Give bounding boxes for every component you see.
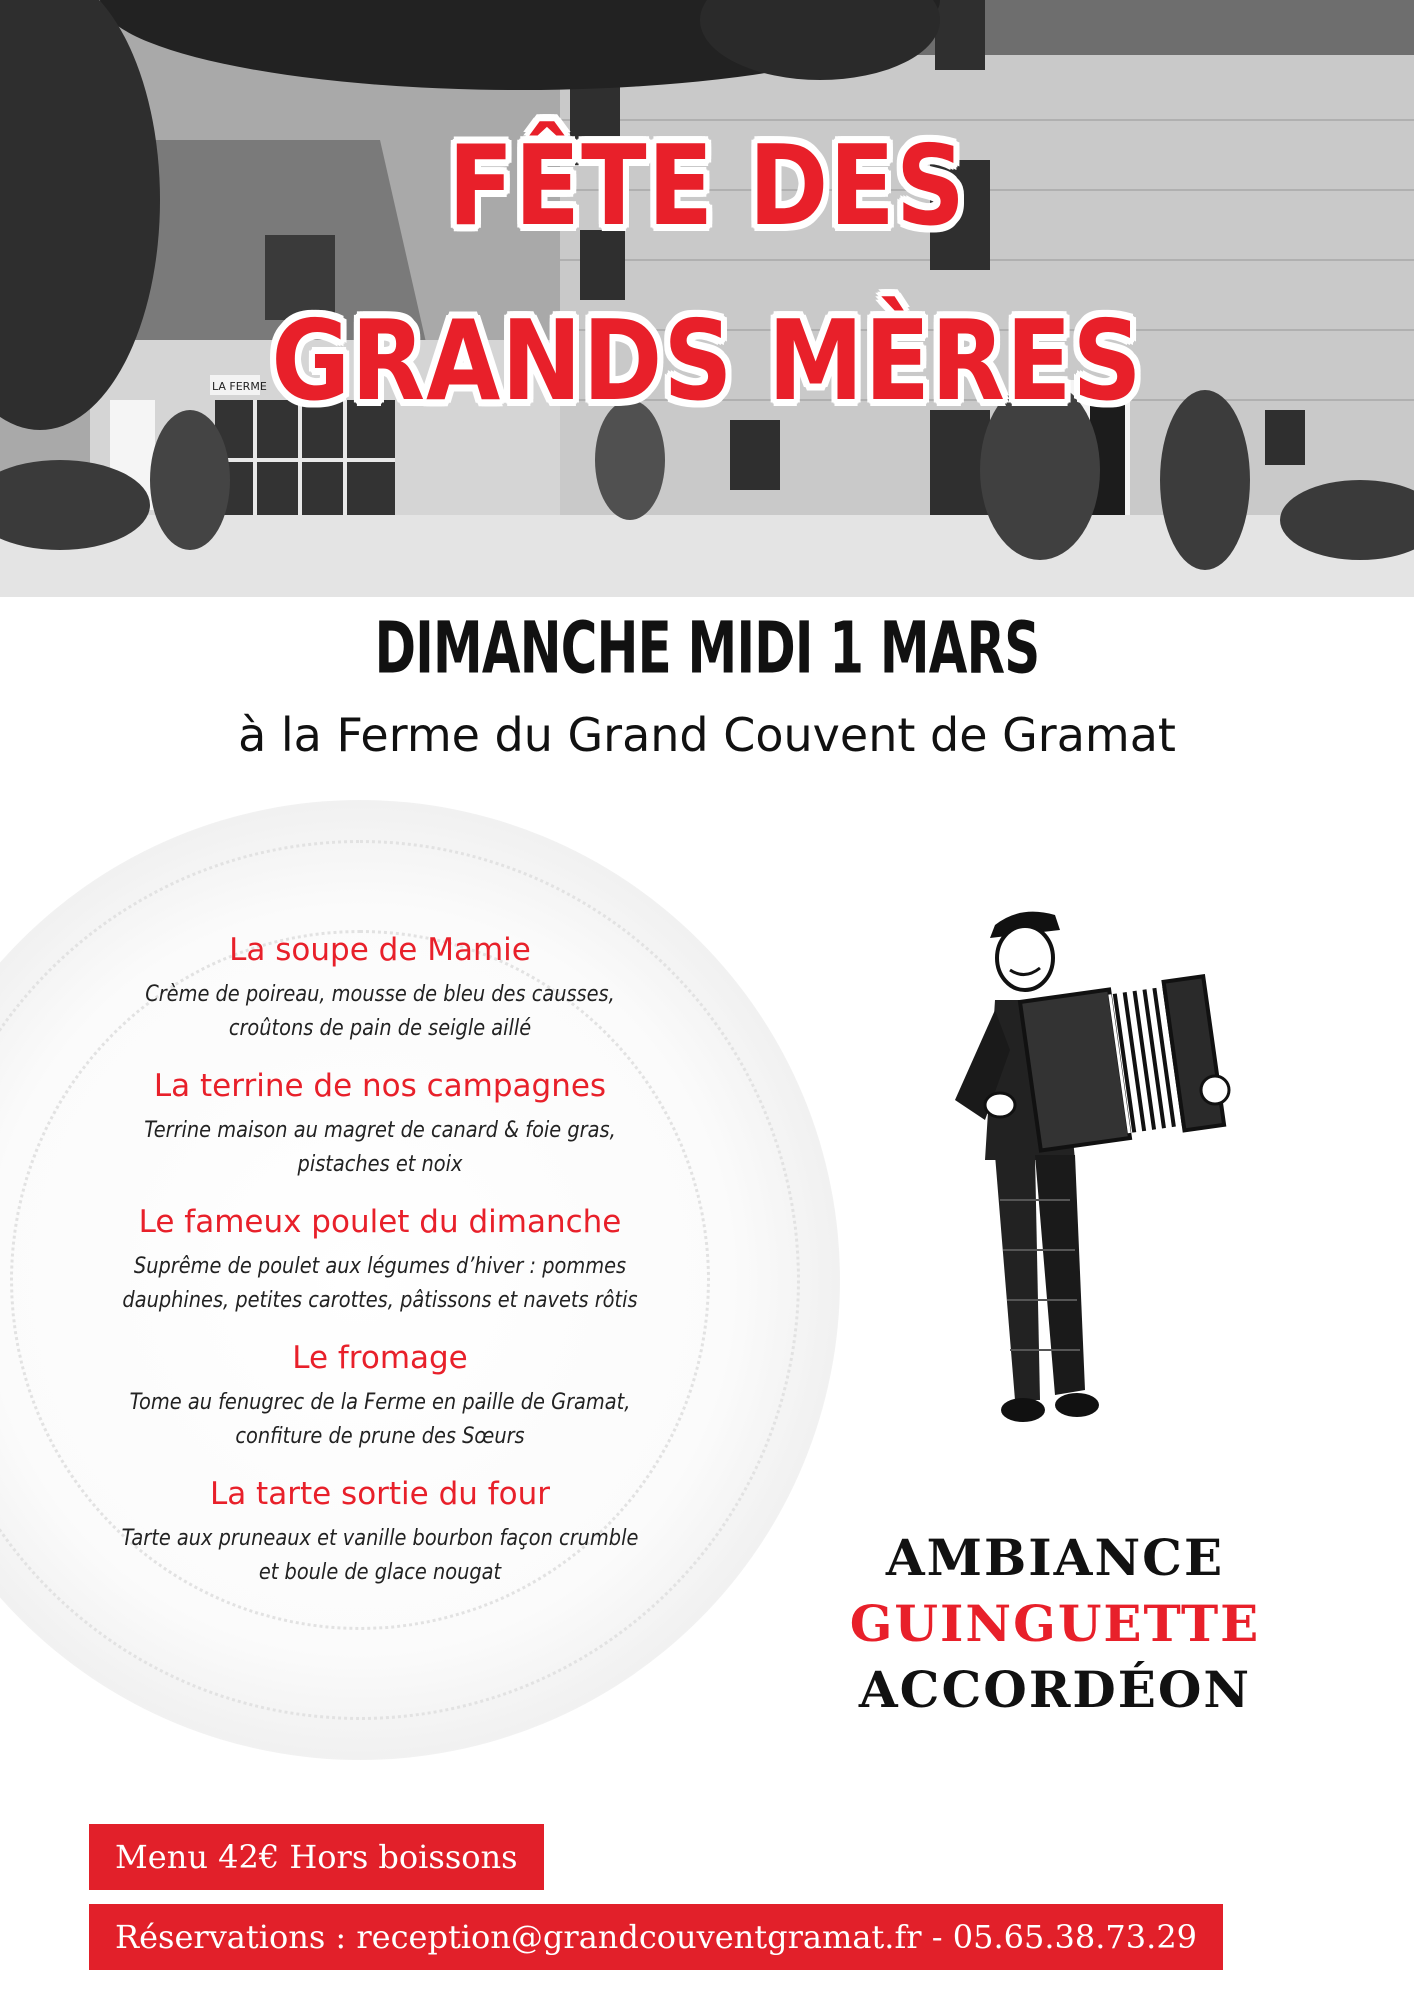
ambiance-block — [780, 1525, 1330, 1723]
event-date: DIMANCHE MIDI 1 MARS — [374, 607, 1040, 691]
accordion-player-icon — [925, 900, 1265, 1440]
menu-course — [30, 1202, 730, 1318]
title-line-1: FÊTE DES — [447, 121, 967, 251]
ambiance-line-2: GUINGUETTE — [849, 1594, 1261, 1653]
course-description: Terrine maison au magret de canard & foie gras, pistaches et noix — [144, 1118, 616, 1177]
title-line-2: GRANDS MÈRES — [271, 296, 1143, 426]
menu-course — [30, 930, 730, 1046]
menu-course — [30, 1066, 730, 1182]
course-title: La soupe de Mamie — [229, 932, 531, 968]
course-description: Tome au fenugrec de la Ferme en paille de Gramat, confiture de prune des Sœurs — [129, 1390, 631, 1449]
course-title: Le fameux poulet du dimanche — [138, 1204, 622, 1240]
course-description: Crème de poireau, mousse de bleu des causses, croûtons de pain de seigle aillé — [145, 982, 615, 1041]
course-description: Tarte aux pruneaux et vanille bourbon façon crumble et boule de glace nougat — [121, 1526, 639, 1585]
reservations-banner: Réservations : reception@grandcouventgramat.fr - 05.65.38.73.29 — [89, 1904, 1223, 1970]
menu-list — [30, 930, 730, 1610]
course-description: Suprême de poulet aux légumes d’hiver : pommes dauphines, petites carottes, pâtissons et navets rôtis — [122, 1254, 638, 1313]
farm-sign: LA FERME — [212, 380, 267, 393]
ambiance-line-1: AMBIANCE — [885, 1528, 1225, 1587]
event-venue: à la Ferme du Grand Couvent de Gramat — [238, 708, 1176, 762]
course-title: La tarte sortie du four — [209, 1476, 551, 1512]
hero-photo — [0, 0, 1414, 597]
price-banner: Menu 42€ Hors boissons — [89, 1824, 544, 1890]
course-title: Le fromage — [292, 1340, 468, 1376]
menu-course — [30, 1338, 730, 1454]
ambiance-line-3: ACCORDÉON — [858, 1660, 1252, 1719]
course-title: La terrine de nos campagnes — [153, 1068, 607, 1104]
menu-course — [30, 1474, 730, 1590]
